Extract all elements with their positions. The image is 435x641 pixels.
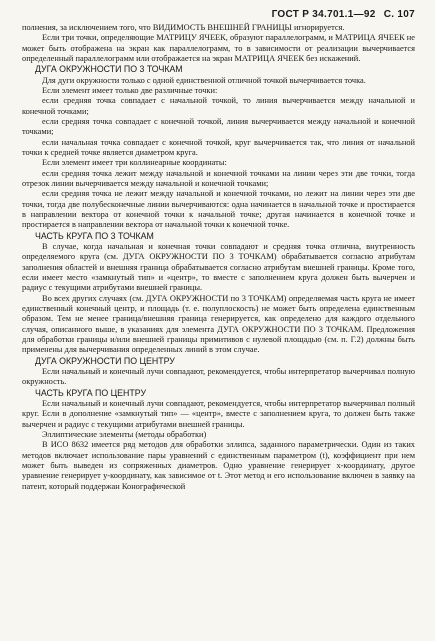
paragraph: Если начальный и конечный лучи совпадают, рекомендуется, чтобы интерпретатор вычерчивал полную окружность.	[22, 366, 415, 387]
standard-number: ГОСТ Р 34.701.1—92	[271, 9, 376, 20]
paragraph: Если элемент имеет три коллинеарные координаты:	[42, 158, 227, 168]
section-heading: ДУГА ОКРУЖНОСТИ ПО 3 ТОЧКАМ	[35, 64, 183, 75]
paragraph: если средняя точка совпадает с конечной точкой, линия вычерчивается между начальной и конечной точками;	[22, 116, 415, 137]
page-number: С. 107	[383, 9, 415, 20]
section-heading: ЧАСТЬ КРУГА ПО 3 ТОЧКАМ	[35, 230, 154, 241]
paragraph: Если элемент имеет только две различные точки:	[42, 85, 218, 95]
document-body	[22, 23, 415, 492]
page-header	[22, 9, 415, 20]
paragraph: В ИСО 8632 имеется ряд методов для обработки эллипса, заданного параметрически. Один из таких методов включает использование пары уравнений с единственным параметром (t), коэффициент при нем может быть выведен из сопряженных диаметров. Одно уравнение генерирует x-координату, другое уравнение генерирует y-координату, как зависимое от t. Этот метод и его использование включен в заявку на патент, который поддержан Конографической	[22, 440, 415, 491]
paragraph: Для дуги окружности только с одной единственной отличной точкой вычерчивается точка.	[42, 75, 366, 85]
paragraph: Если начальный и конечный лучи совпадают, рекомендуется, чтобы интерпретатор вычерчивал полный круг. Если в дополнение «замкнутый тип» — «центр», вместе с заполнением круга, то должен быть также вычерчен и радиус с текущими атрибутами внешней границы.	[22, 398, 415, 429]
paragraph: если средняя точка совпадает с начальной точкой, то линия вычерчивается между начальной и конечной точками;	[22, 96, 415, 116]
paragraph: если средняя точка лежит между начальной и конечной точками на линии через эти две точки, тогда отрезок линии вычерчивается между начальной и конечной точками;	[22, 168, 415, 189]
paragraph: В случае, когда начальная и конечная точки совпадают и средняя точка отлична, внутренность определяемого круга (см. ДУГА ОКРУЖНОСТИ ПО 3 ТОЧКАМ) обрабатывается согласно атрибутам заполнения областей и внешняя граница обрабатывается согласно атрибутам внешней границы. Кроме того, если имеет место «замкнутый тип» и «центр», то вместе с заполнением круга должен быть вычерчен и радиус с текущими атрибутами внешней границы.	[22, 241, 415, 293]
section-heading: ДУГА ОКРУЖНОСТИ ПО ЦЕНТРУ	[35, 355, 175, 366]
section-heading: ЧАСТЬ КРУГА ПО ЦЕНТРУ	[35, 387, 147, 398]
paragraph: Во всех других случаях (см. ДУГА ОКРУЖНОСТИ по 3 ТОЧКАМ) определяемая часть круга не имеет единственный конечный центр, и площадь (т. е. полуплоскость) не может быть определена единственным образом. Тем не менее граница/внешняя граница генерируется, как определено для каждого отдельного случая, описанного выше, в указаниях для элемента ДУГА ОКРУЖНОСТИ ПО 3 ТОЧКАМ. Предложения для обработки границы и/или внешней границы примитивов с нулевой площадью (см. п. Г.2) должны быть применены для вычерчивания определенных линий в этом случае.	[22, 293, 415, 355]
paragraph: если начальная точка совпадает с конечной точкой, круг вычерчивается так, что линия от начальной точки к средней точке является диаметром круга.	[22, 137, 415, 157]
paragraph: Если три точки, определяющие МАТРИЦУ ЯЧЕЕК, образуют параллелограмм, и МАТРИЦА ЯЧЕЕК не может быть отображена на экран как параллелограмм, то в зависимости от реализации вычерчивается определенный параллелограмм или отображается на экран МАТРИЦА ЯЧЕЕК без искажений.	[22, 33, 415, 64]
paragraph: полнения, за исключением того, что ВИДИМОСТЬ ВНЕШНЕЙ ГРАНИЦЫ игнорируется.	[22, 23, 345, 32]
paragraph: Эллиптические элементы (методы обработки)	[42, 429, 207, 439]
paragraph: если средняя точка не лежит между начальной и конечной точками, но лежит на линии через эти две точки, тогда две полубесконечные линии вычерчиваются: одна начинается в начальной точке и простирается в направлении вектора от конечной точки к начальной точке; другая начинается в конечной точке и простирается в направлении вектора от начальной точки к конечной точке.	[22, 189, 415, 230]
